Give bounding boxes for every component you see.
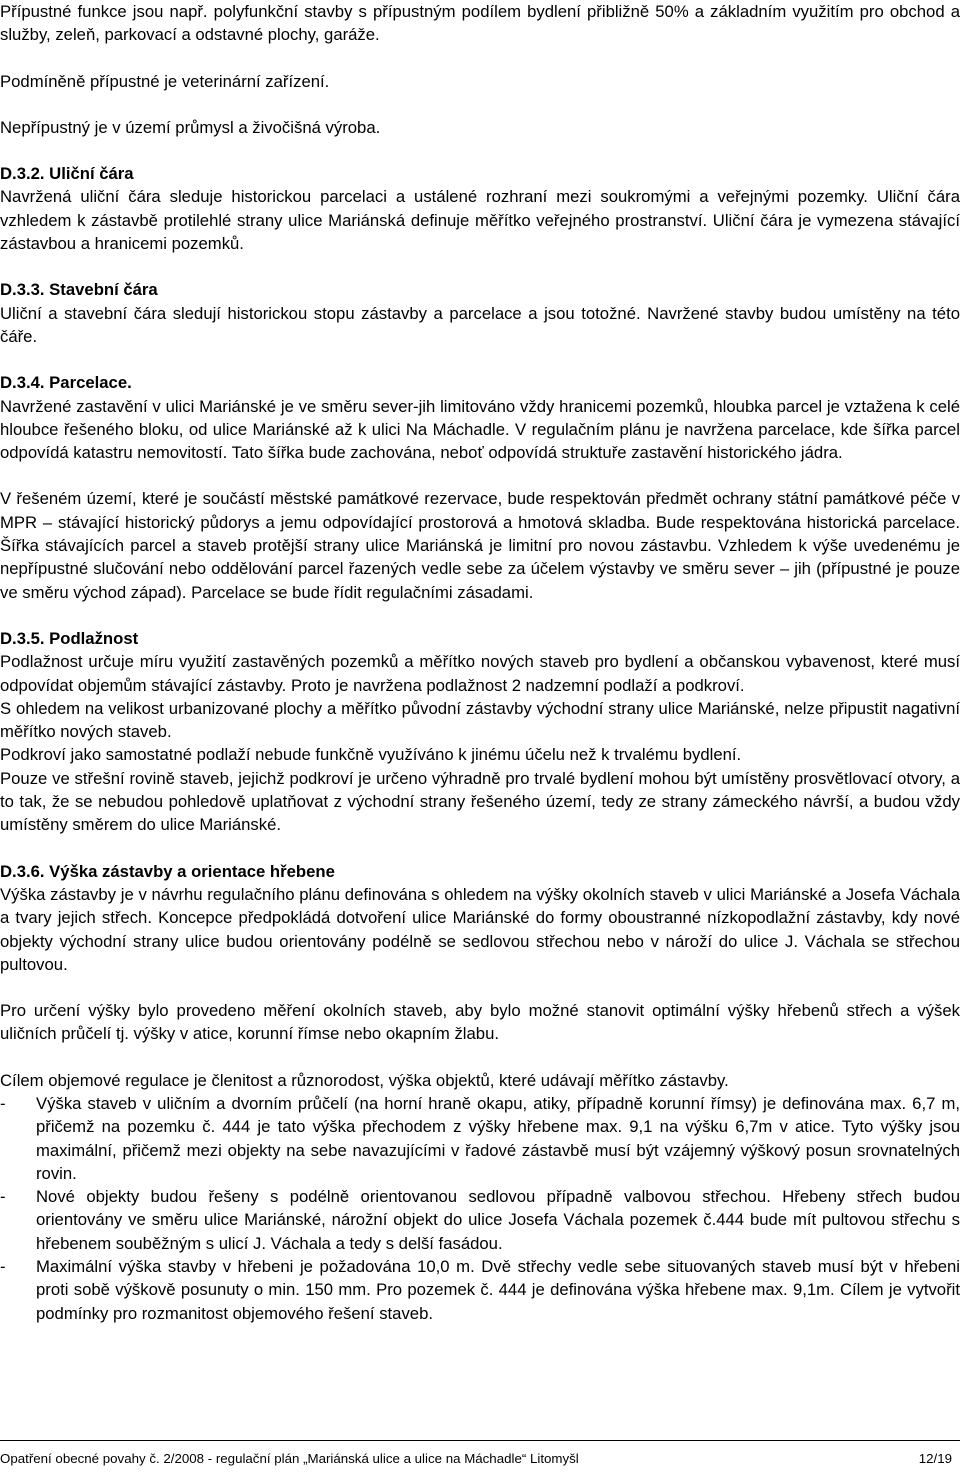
intro-paragraph-1: Přípustné funkce jsou např. polyfunkční stavby s přípustným podílem bydlení přibližně 50% a základním využitím pro obchod a služby, zeleň, parkovací a odstavné plochy, garáže. bbox=[0, 2, 960, 45]
section-text-d33: Uliční a stavební čára sledují historickou stopu zástavby a parcelace a jsou totožné. Navržené stavby budou umístěny na této čáře. bbox=[0, 303, 960, 346]
list-dash: - bbox=[0, 1187, 6, 1207]
list-item bbox=[0, 1255, 960, 1325]
section-text-d32: Navržená uliční čára sleduje historickou parcelaci a ustálené rozhraní mezi soukromými a veřejnými pozemky. Uliční čára vzhledem k zástavbě protilehlé strany ulice Mariánská definuje měřítko veřejného prostranství. Uliční čára je vymezena stávající zástavbou a hranicemi pozemků. bbox=[0, 187, 960, 254]
section-text-d36: Výška zástavby je v návrhu regulačního plánu definována s ohledem na výšky okolních staveb v ulici Mariánské a Josefa Váchala a tvary jejich střech. Koncepce předpokládá dotvoření ulice Mariánské do formy oboustranné nízkopodlažní zástavby, kdy nové objekty východní strany ulice budou orientovány podélně se sedlovou střechou nebo v nároží do ulice J. Váchala se střechou pultovou. bbox=[0, 884, 960, 974]
list-item-text: Nové objekty budou řešeny s podélně orientovanou sedlovou případně valbovou střechou. Hřebeny střech budou orientovány ve směru ulice Mariánské, nárožní objekt do ulice Josefa Váchala pozemek č.444 bude mít pultovou střechu s hřebenem souběžným s ulicí J. Váchala a tedy s delší fasádou. bbox=[36, 1187, 960, 1253]
section-text-d35: Podlažnost určuje míru využití zastavěných pozemků a měřítko nových staveb pro bydlení a občanskou vybavenost, které musí odpovídat objemům stávající zástavby. Proto je navržena podlažnost 2 nadzemní podlaží a podkroví. bbox=[0, 652, 960, 695]
section-text-d34: Navržené zastavění v ulici Mariánské je ve směru sever-jih limitováno vždy hranicemi pozemků, hloubka parcel je vztažena k celé hloubce řešeného bloku, od ulice Mariánské až k ulici Na Máchadle. V regulačním plánu je navržena parcelace, kde šířka parcel odpovídá katastru nemovitostí. Tato šířka bude zachována, neboť odpovídá struktuře zastavění historického jádra. bbox=[0, 396, 960, 463]
section-heading-d33: D.3.3. Stavební čára bbox=[0, 280, 158, 300]
section-heading-d34: D.3.4. Parcelace. bbox=[0, 373, 132, 393]
section-text-d35-4: Pouze ve střešní rovině staveb, jejichž podkroví je určeno výhradně pro trvalé bydlení mohou být umístěny prosvětlovací otvory, a to tak, že se nebudou pohledově uplatňovat z východní strany řešeného území, tedy ze strany zámeckého návrší, a budou vždy umístěny směrem do ulice Mariánské. bbox=[0, 768, 960, 835]
section-text-d35-2: S ohledem na velikost urbanizované plochy a měřítko původní zástavby východní strany ulice Mariánské, nelze připustit nagativní měřítko nových staveb. bbox=[0, 698, 960, 742]
intro-paragraph-2: Podmíněně přípustné je veterinární zařízení. bbox=[0, 71, 330, 91]
section-heading-d36: D.3.6. Výška zástavby a orientace hřebene bbox=[0, 861, 335, 881]
section-text-d36-3: Cílem objemové regulace je členitost a různorodost, výška objektů, které udávají měřítko zástavby. bbox=[0, 1070, 729, 1090]
intro-paragraph-3: Nepřípustný je v území průmysl a živočišná výroba. bbox=[0, 117, 381, 137]
list-item-text: Výška staveb v uličním a dvorním průčelí (na horní hraně okapu, atiky, případně korunní římsy) je definována max. 6,7 m, přičemž na pozemku č. 444 je tato výška přechodem z výšky hřebene max. 9,1 na výšku 6,7m v atice. Tyto výšky jsou maximální, přičemž mezi objekty na sebe navazujícími v řadové zástavbě musí být vzájemný výškový posun srovnatelných rovin. bbox=[36, 1093, 960, 1183]
footer-document-title: Opatření obecné povahy č. 2/2008 - regulační plán „Mariánská ulice a ulice na Máchadle“ Litomyšl bbox=[0, 1451, 579, 1466]
section-text-d35-3: Podkroví jako samostatné podlaží nebude funkčně využíváno k jinému účelu než k trvalému bydlení. bbox=[0, 745, 742, 765]
list-item-text: Maximální výška stavby v hřebeni je požadována 10,0 m. Dvě střechy vedle sebe situovaných staveb musí být v hřebeni proti sobě výškově posunuty o min. 150 mm. Pro pozemek č. 444 je definována výška hřebene max. 9,1m. Cílem je vytvořit podmínky pro rozmanitost objemového řešení staveb. bbox=[36, 1257, 960, 1323]
section-text-d34-2: V řešeném území, které je součástí městské památkové rezervace, bude respektován předmět ochrany státní památkové péče v MPR – stávající historický půdorys a jemu odpovídající prostorová a hmotová skladba. Bude respektována historická parcelace. Šířka stávajících parcel a staveb protější strany ulice Mariánská je limitní pro novou zástavbu. Vzhledem k výše uvedenému je nepřípustné slučování nebo oddělování parcel řazených vedle sebe za účelem výstavby ve směru sever – jih (přípustné je pouze ve směru východ západ). Parcelace se bude řídit regulačními zásadami. bbox=[0, 489, 960, 602]
list-dash: - bbox=[0, 1257, 6, 1277]
list-dash: - bbox=[0, 1093, 6, 1113]
section-heading-d35: D.3.5. Podlažnost bbox=[0, 628, 139, 648]
list-item bbox=[0, 1092, 960, 1185]
list-item bbox=[0, 1185, 960, 1255]
footer-page-number: 12/19 bbox=[918, 1451, 952, 1466]
height-regulation-list bbox=[0, 1092, 960, 1325]
section-heading-d32: D.3.2. Uliční čára bbox=[0, 164, 134, 184]
section-text-d36-2: Pro určení výšky bylo provedeno měření okolních staveb, aby bylo možné stanovit optimální výšky hřebenů střech a výšek uličních průčelí tj. výšky v atice, korunní římse nebo okapním žlabu. bbox=[0, 1001, 960, 1044]
page-footer bbox=[0, 1440, 960, 1466]
